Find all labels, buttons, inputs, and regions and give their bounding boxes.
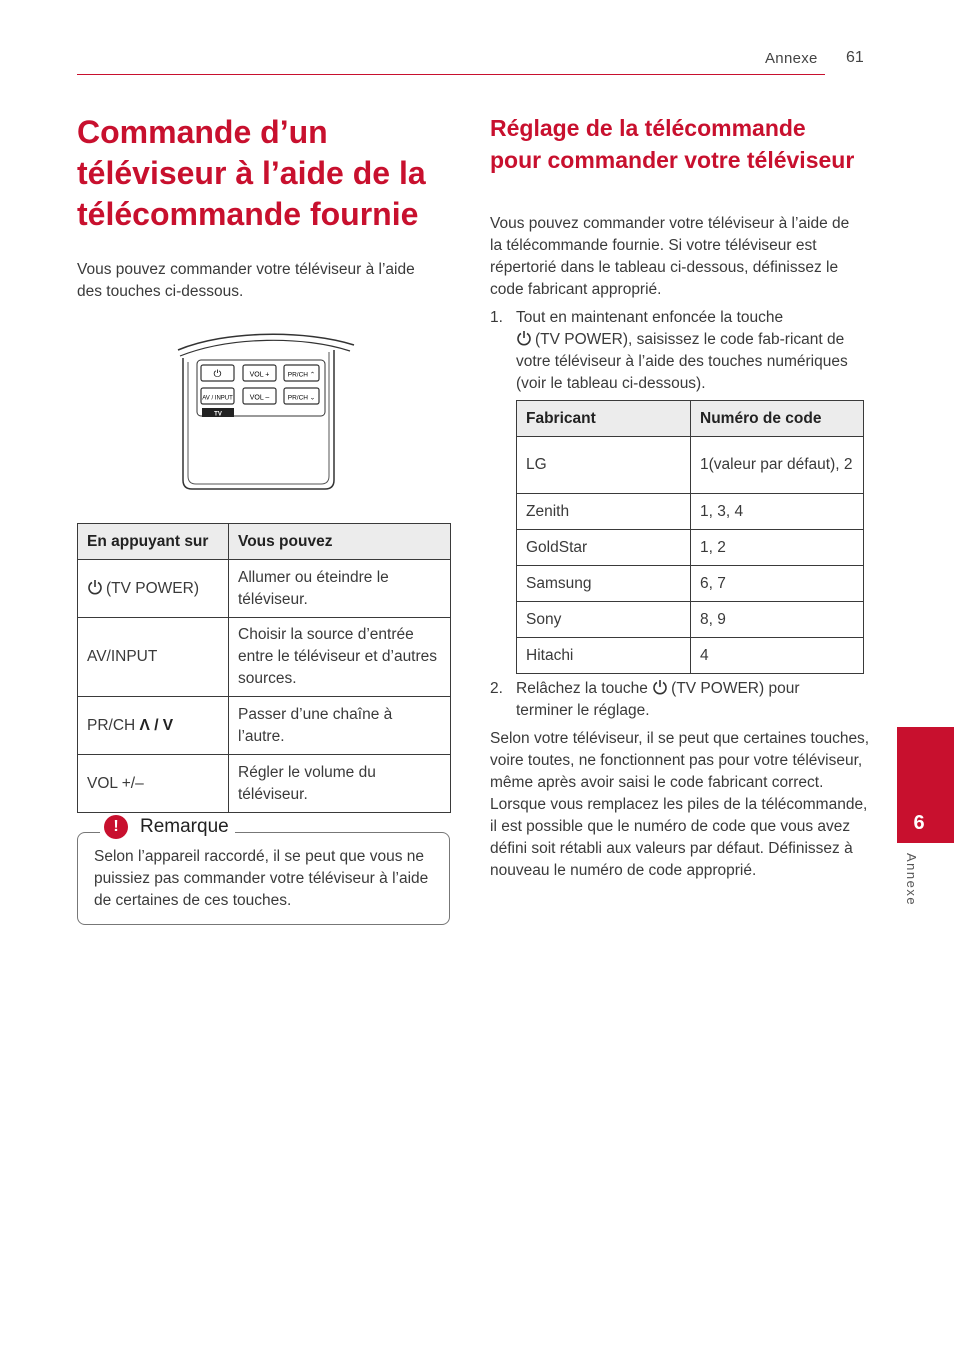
table-row <box>517 530 864 566</box>
svg-text:AV / INPUT: AV / INPUT <box>202 395 233 402</box>
note-header <box>100 815 235 839</box>
table-cell-value: Allumer ou éteindre le téléviseur. <box>229 560 451 618</box>
table-cell-key: PR/CH Λ / V <box>78 697 229 755</box>
table-cell-code: 4 <box>691 638 864 674</box>
table-header-cell: Numéro de code <box>691 401 864 437</box>
table-cell-value: Passer d’une chaîne à l’autre. <box>229 697 451 755</box>
table-row <box>78 697 451 755</box>
up-down-arrows-icon: Λ / V <box>139 716 174 734</box>
closing-paragraph: Selon votre téléviseur, il se peut que certaines touches, voire toutes, ne fonctionnent pas pour votre téléviseur, même après avoir saisi le code fabricant correct. Lorsque vous remplacez les piles de la télécommande, il est possible que le numéro de code que vous avez défini soit rétabli aux valeurs par défaut. Définissez à nouveau le numéro de code approprié. <box>490 730 870 879</box>
table-header-row <box>78 524 451 560</box>
page-number: 61 <box>846 49 864 66</box>
remote-tv-label: TV <box>214 411 222 418</box>
table-row <box>517 566 864 602</box>
table-header-row <box>517 401 864 437</box>
button-function-table <box>77 523 451 813</box>
table-cell-code: 1(valeur par défaut), 2 <box>691 437 864 494</box>
table-row <box>517 437 864 494</box>
table-row <box>517 638 864 674</box>
remote-prch-down-button <box>284 388 319 404</box>
svg-text:PR/CH ⌃: PR/CH ⌃ <box>287 371 316 379</box>
table-cell-maker: Samsung <box>517 566 691 602</box>
table-row <box>517 494 864 530</box>
table-cell-maker: LG <box>517 437 691 494</box>
table-cell-code: 1, 3, 4 <box>691 494 864 530</box>
remote-vol-up-button <box>243 365 276 381</box>
table-cell-maker: GoldStar <box>517 530 691 566</box>
section-title: Réglage de la télécommande pour commander votre téléviseur <box>490 115 855 173</box>
chapter-label: Annexe <box>904 853 919 907</box>
header-rule <box>77 74 825 75</box>
remote-control-illustration <box>176 330 356 492</box>
table-cell-code: 8, 9 <box>691 602 864 638</box>
table-header-cell: Vous pouvez <box>229 524 451 560</box>
table-cell-maker: Zenith <box>517 494 691 530</box>
step-1-text: Tout en maintenant enfoncée la touche (TV POWER), saisissez le code fab-ricant de votre téléviseur à l’aide des touches numériques (voir le tableau ci-dessous). <box>516 309 848 392</box>
table-row <box>78 560 451 618</box>
svg-text:PR/CH ⌄: PR/CH ⌄ <box>287 394 316 402</box>
table-row <box>517 602 864 638</box>
table-header-cell: Fabricant <box>517 401 691 437</box>
power-icon <box>652 679 668 695</box>
left-intro-paragraph: Vous pouvez commander votre téléviseur à l’aide des touches ci-dessous. <box>77 261 415 300</box>
remote-prch-up-button <box>284 365 319 381</box>
table-row <box>78 618 451 697</box>
table-cell-code: 6, 7 <box>691 566 864 602</box>
manufacturer-code-table <box>516 400 864 674</box>
note-body: Selon l’appareil raccordé, il se peut que vous ne puissiez pas commander votre téléviseur à l’aide de certaines de ces touches. <box>94 848 429 909</box>
step-number: 1. <box>490 309 503 326</box>
running-header-section: Annexe <box>765 50 818 67</box>
table-cell-key: AV/INPUT <box>78 618 229 697</box>
right-intro-paragraph: Vous pouvez commander votre téléviseur à l’aide de la télécommande fournie. Si votre téléviseur est répertorié dans le tableau ci-dessous, définissez le code fabricant approprié. <box>490 215 850 298</box>
table-cell-maker: Sony <box>517 602 691 638</box>
table-cell-key: VOL +/– <box>78 755 229 813</box>
remote-power-button <box>201 365 234 381</box>
exclamation-icon: ! <box>104 815 128 839</box>
table-cell-value: Régler le volume du téléviseur. <box>229 755 451 813</box>
table-cell-key: (TV POWER) <box>78 560 229 618</box>
power-icon <box>516 330 532 346</box>
remote-vol-down-button <box>243 388 276 404</box>
table-row <box>78 755 451 813</box>
table-header-cell: En appuyant sur <box>78 524 229 560</box>
table-cell-code: 1, 2 <box>691 530 864 566</box>
table-cell-value: Choisir la source d’entrée entre le téléviseur et d’autres sources. <box>229 618 451 697</box>
svg-text:VOL –: VOL – <box>249 394 270 402</box>
power-icon <box>87 579 103 595</box>
page-title: Commande d’un téléviseur à l’aide de la télécommande fournie <box>77 114 426 232</box>
note-title: Remarque <box>140 816 229 837</box>
svg-text:VOL +: VOL + <box>249 371 270 379</box>
remote-av-input-button <box>201 388 234 404</box>
chapter-number: 6 <box>913 812 925 834</box>
step-number: 2. <box>490 680 503 697</box>
step-2-text: Relâchez la touche (TV POWER) pour terminer le réglage. <box>516 680 800 719</box>
table-cell-maker: Hitachi <box>517 638 691 674</box>
remote-power-glyph: ⏻ <box>213 369 222 380</box>
